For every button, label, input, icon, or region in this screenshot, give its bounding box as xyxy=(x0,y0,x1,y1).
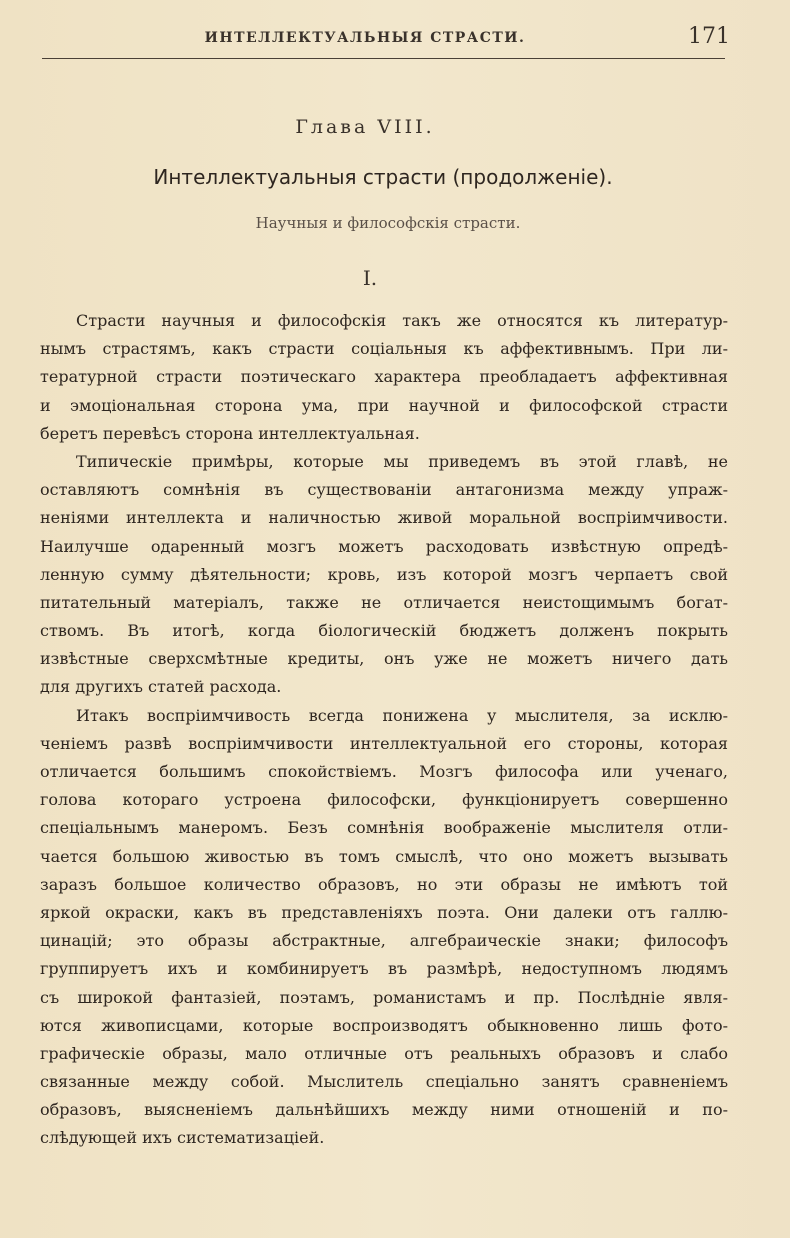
header-rule xyxy=(42,58,725,59)
text-line: ются живописцами, которые воспроизводятъ обыкновенно лишь фото- xyxy=(40,1015,728,1035)
text-line: оставляютъ сомнѣнія въ существованіи антагонизма между упраж- xyxy=(40,480,728,500)
text-line: и эмоціональная сторона ума, при научной и философской страсти xyxy=(40,395,728,415)
body-text xyxy=(40,307,728,1153)
text-line: группируетъ ихъ и комбинируетъ въ размѣрѣ, недоступномъ людямъ xyxy=(40,959,728,979)
chapter-title: Интеллектуальныя страсти (продолженіе). xyxy=(153,165,613,189)
text-line: съ широкой фантазіей, поэтамъ, романистамъ и пр. Послѣдніе явля- xyxy=(40,987,728,1007)
text-line: связанные между собой. Мыслитель спеціально занятъ сравненіемъ xyxy=(40,1072,728,1092)
chapter-subtitle: Научныя и философскія страсти. xyxy=(255,214,521,232)
running-head: ИНТЕЛЛЕКТУАЛЬНЫЯ СТРАСТИ. xyxy=(204,30,526,46)
text-line: Итакъ воспріимчивость всегда понижена у мыслителя, за исклю- xyxy=(76,705,728,725)
paragraph xyxy=(40,307,728,448)
text-line: неніями интеллекта и наличностью живой моральной воспріимчивости. xyxy=(40,508,728,528)
text-line: питательный матеріалъ, также не отличается неистощимымъ богат- xyxy=(40,592,728,612)
text-line: слѣдующей ихъ систематизаціей. xyxy=(40,1128,325,1148)
paragraph xyxy=(40,702,728,1153)
section-number: I. xyxy=(362,266,378,290)
text-line: ствомъ. Въ итогѣ, когда біологическій бюджетъ долженъ покрыть xyxy=(40,621,728,641)
text-line: ленную сумму дѣятельности; кровь, изъ которой мозгъ черпаетъ свой xyxy=(40,564,728,584)
chapter-heading: Глава VIII. xyxy=(295,116,435,138)
page-number: 171 xyxy=(688,24,730,49)
text-line: Наилучше одаренный мозгъ можетъ расходовать извѣстную опредѣ- xyxy=(40,536,728,556)
text-line: заразъ большое количество образовъ, но эти образы не имѣютъ той xyxy=(40,874,728,894)
text-line: спеціальнымъ манеромъ. Безъ сомнѣнія воображеніе мыслителя отли- xyxy=(40,818,728,838)
text-line: нымъ страстямъ, какъ страсти соціальныя къ аффективнымъ. При ли- xyxy=(40,339,728,359)
text-line: Страсти научныя и философскія такъ же относятся къ литератур- xyxy=(76,311,728,330)
text-line: ченіемъ развѣ воспріимчивости интеллектуальной его стороны, которая xyxy=(40,733,728,753)
text-line: тературной страсти поэтическаго характера преобладаетъ аффективная xyxy=(40,367,728,387)
text-line: Типическіе примѣры, которые мы приведемъ въ этой главѣ, не xyxy=(76,451,728,471)
text-line: чается большою живостью въ томъ смыслѣ, что оно можетъ вызывать xyxy=(40,846,728,866)
text-line: голова котораго устроена философски, функціонируетъ совершенно xyxy=(40,790,728,810)
text-line: беретъ перевѣсъ сторона интеллектуальная. xyxy=(40,423,420,443)
text-line: образовъ, выясненіемъ дальнѣйшихъ между ними отношеній и по- xyxy=(40,1100,728,1120)
text-line: графическіе образы, мало отличные отъ реальныхъ образовъ и слабо xyxy=(40,1043,728,1063)
text-line: для другихъ статей расхода. xyxy=(40,677,282,697)
text-line: яркой окраски, какъ въ представленіяхъ поэта. Они далеки отъ галлю- xyxy=(40,902,728,922)
paragraph xyxy=(40,448,728,702)
text-line: отличается большимъ спокойствіемъ. Мозгъ философа или ученаго, xyxy=(40,762,728,781)
text-line: цинацій; это образы абстрактные, алгебраическіе знаки; философъ xyxy=(40,931,728,951)
text-line: извѣстные сверхсмѣтные кредиты, онъ уже не можетъ ничего дать xyxy=(40,649,728,669)
